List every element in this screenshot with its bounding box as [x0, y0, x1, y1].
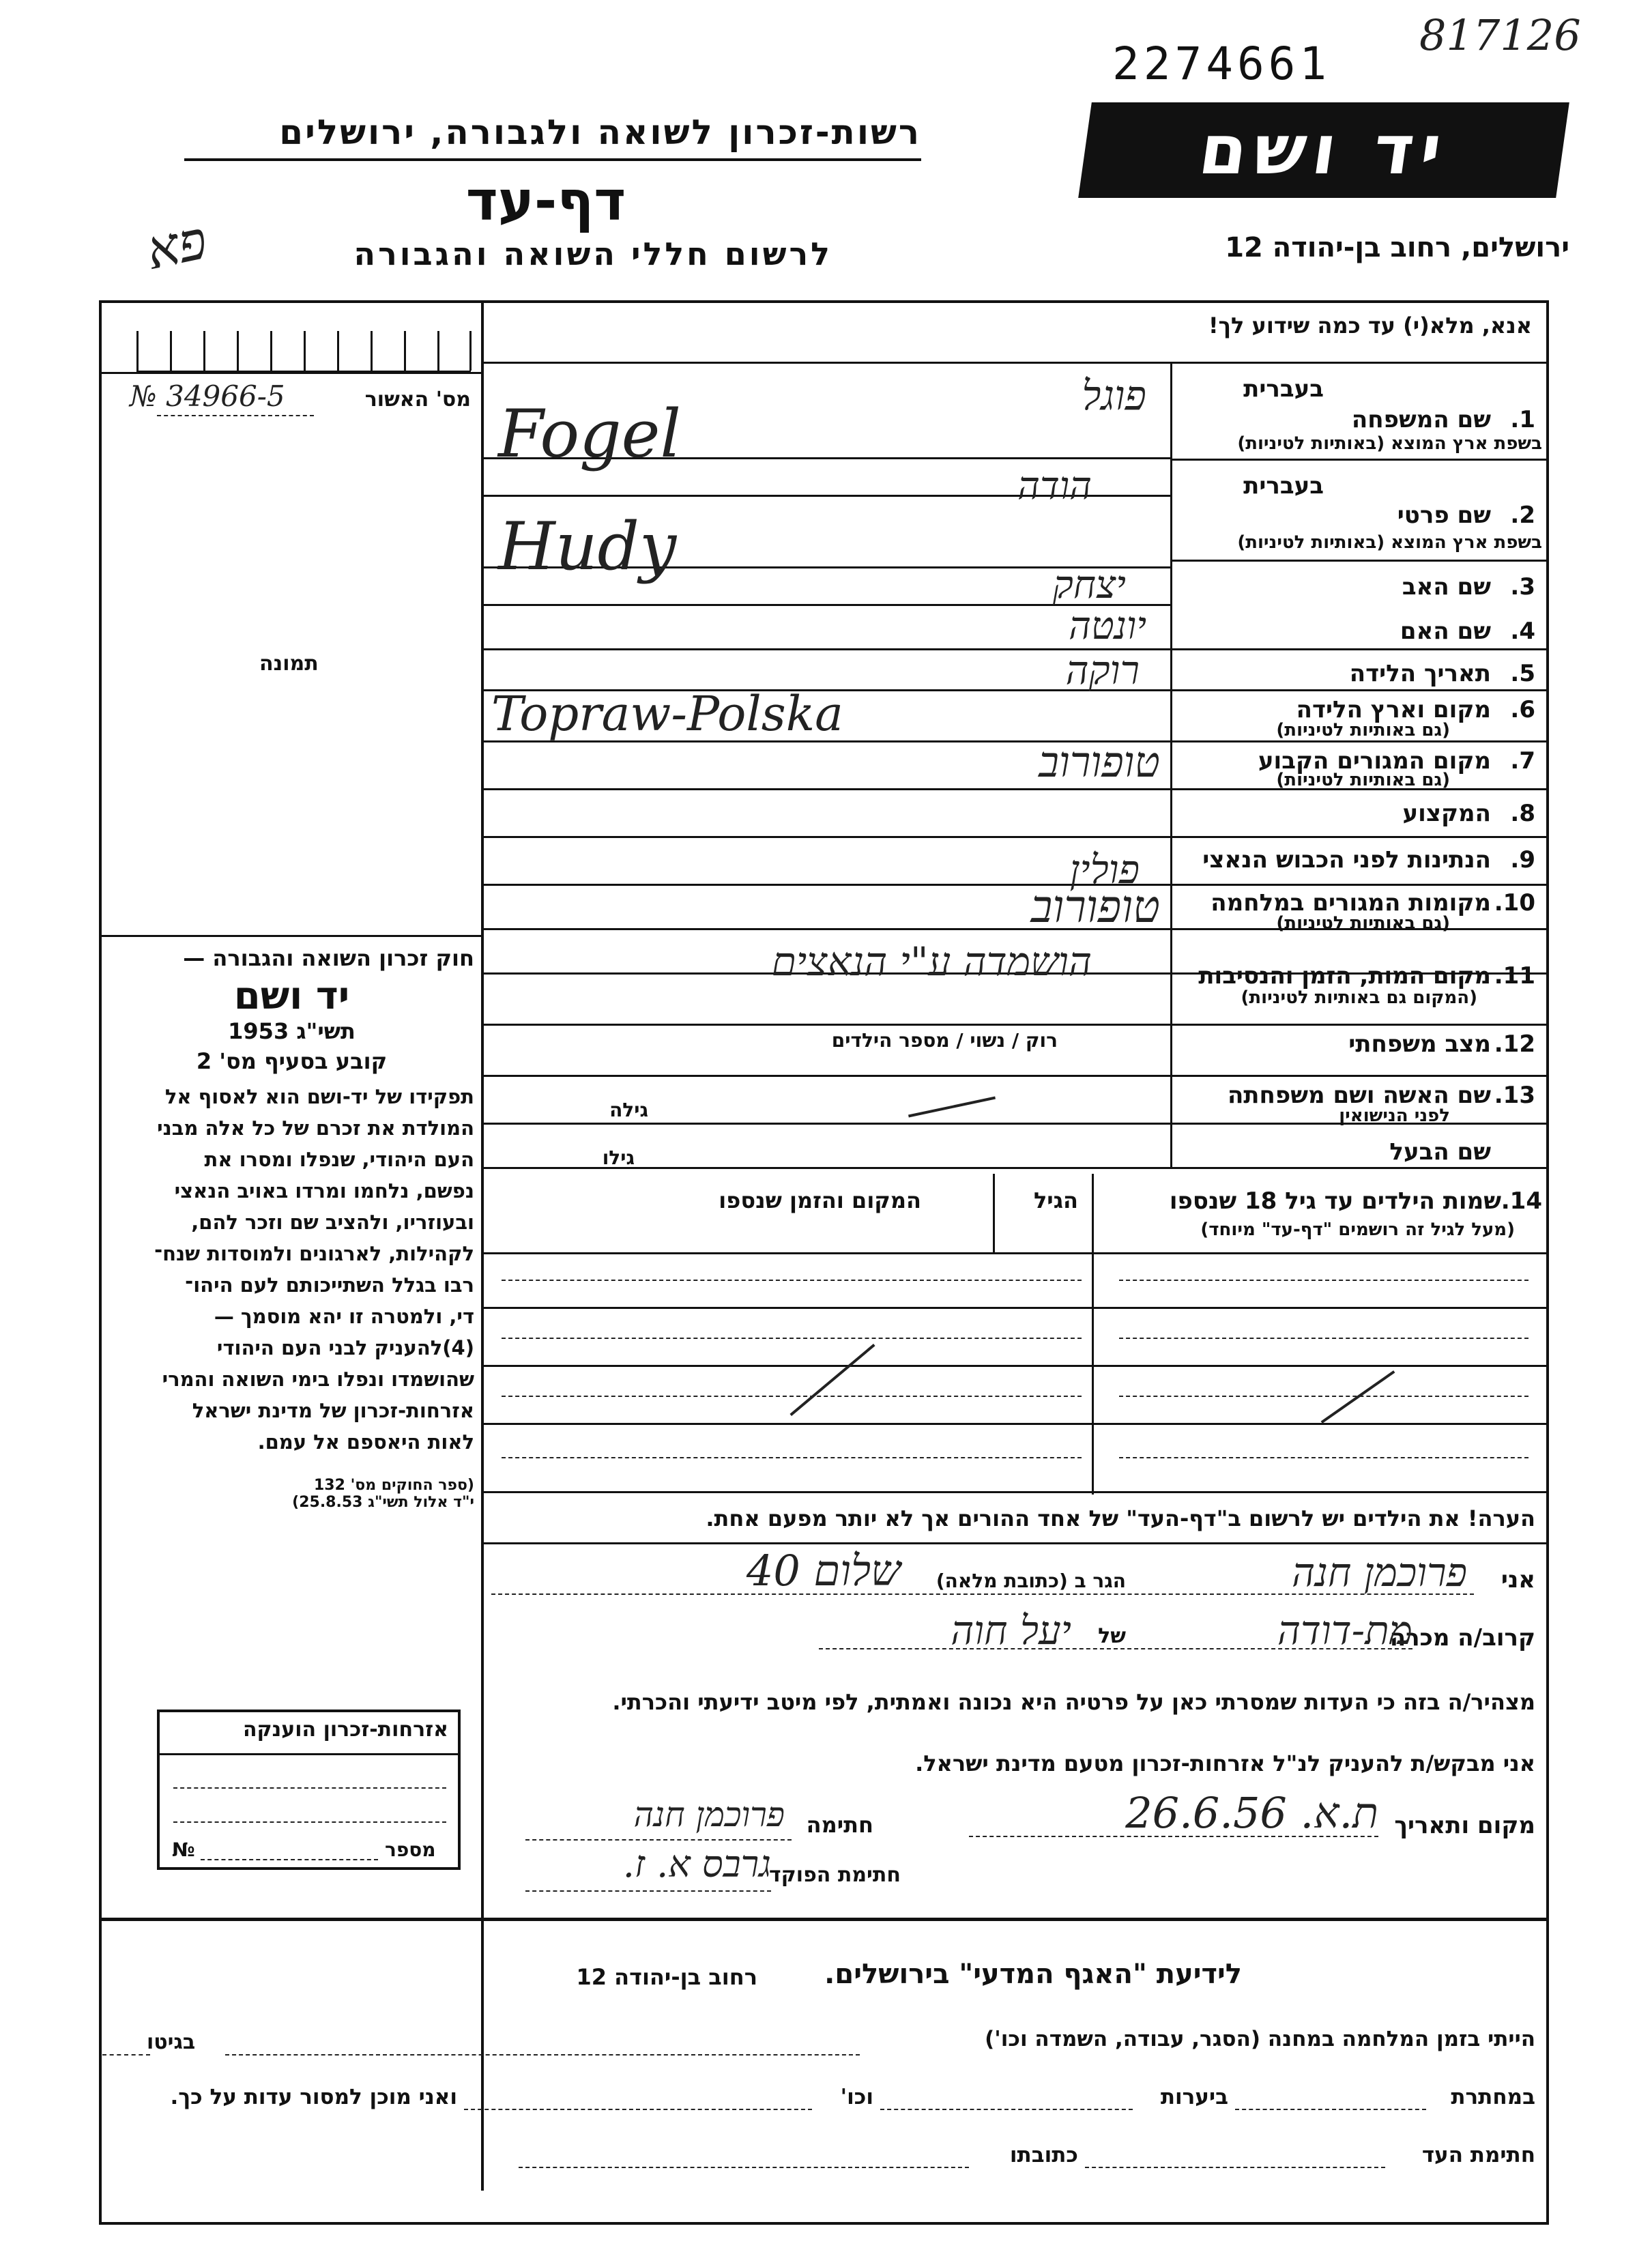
decl-declare-line: מצהיר/ה בזה כי העדות שמסרתי כאן על פרטיה היא נכונה ואמתית, לפי מיטב ידיעתי והכרתי. [612, 1689, 1535, 1715]
field-11-value: הושמדה ע"י הנאצים [771, 938, 1092, 985]
field-9-label: הנתינות לפני הכבוש הנאצי [1202, 846, 1491, 874]
decl-name: פרוכמן חנה [1292, 1549, 1467, 1596]
field-11-sub: (המקום גם באותיות לטיניות) [1241, 987, 1477, 1008]
children-label: שמות הילדים עד גיל 18 שנספו [1169, 1187, 1501, 1215]
law-clause: קובע בסעיף מס' 2 [196, 1048, 388, 1074]
field-7-num: 7. [1510, 747, 1535, 775]
footer-line2-c: וכו' [840, 2085, 873, 2109]
form-subtitle: לרשום חללי השואה והגבורה [353, 235, 832, 272]
law-text-line: אזרחות-זכרון של מדינת ישראל [192, 1399, 474, 1422]
field-1-hebrew: פוגל [1082, 372, 1146, 420]
field-12-label: מצב משפחתי [1348, 1030, 1491, 1058]
field-13-num: 13. [1494, 1082, 1535, 1109]
field-12-num: 12. [1494, 1030, 1535, 1058]
stamp-number-symbol: № [172, 1838, 195, 1861]
logo-text: יד ושם [1194, 110, 1453, 190]
address: ירושלים, רחוב בן-יהודה 12 [1225, 232, 1569, 263]
law-title: חוק זכרון השואה והגבורה — [183, 945, 474, 971]
field-2-lang: בעברית [1243, 472, 1324, 500]
field-3-label: שם האב [1402, 573, 1491, 601]
yad-vashem-logo [1078, 102, 1569, 198]
footer-line1-b: בגיטו [147, 2030, 196, 2054]
decl-officer-signature: גרבס א. ז. [622, 1843, 771, 1886]
decl-of-label: של [1098, 1624, 1126, 1648]
footer-line2-a: במחתרת [1451, 2085, 1535, 2109]
children-col-place: המקום והזמן שנספו [719, 1187, 921, 1213]
field-7-value: טופורוב [1039, 737, 1160, 787]
handwritten-code: 817126 [1419, 10, 1581, 60]
law-text-line: לאות היאספם אל עמם. [257, 1430, 474, 1454]
field-9-value: פולין [1069, 846, 1140, 893]
children-num: 14. [1501, 1187, 1542, 1215]
field-9-num: 9. [1510, 846, 1535, 874]
field-12-value: רוק / נשוי / מספר הילדים [831, 1029, 1058, 1052]
law-text-line: העם היהודי, שנפלו ומסרו את [204, 1148, 474, 1171]
decl-relative-label: קרוב/ה מכרה [1389, 1624, 1535, 1652]
field-6-label: מקום וארץ הלידה [1296, 696, 1491, 723]
field-13-label: שם האשה ושם משפחתה [1227, 1082, 1491, 1109]
decl-signature: פרוכמן חנה [633, 1795, 785, 1834]
note-line: הערה! את הילדים יש לרשום ב"דף-העד" של אחד ההורים אך לא יותר מפעם אחת. [706, 1505, 1535, 1531]
field-3-num: 3. [1510, 573, 1535, 601]
footer-line3-a: חתימת העד [1421, 2143, 1535, 2167]
law-text-line: ובעוזריו, ולהציב שם וזכר להם, [191, 1211, 474, 1234]
law-name: יד ושם [233, 974, 350, 1018]
field-13-sub: לפני הנישואין [1339, 1106, 1450, 1126]
intro-line: אנא, מלא(י) עד כמה שידוע לך! [1208, 313, 1532, 338]
law-text-line: רבו בגלל השתייכותם לעם היהו־ [185, 1273, 474, 1297]
children-col-age: הגיל [1033, 1187, 1078, 1213]
field-4-value: יונטה [1069, 604, 1146, 648]
citizenship-stamp-box [157, 1710, 461, 1870]
form-title: דף-עד [465, 169, 626, 233]
field-7-label: מקום המגורים הקבוע [1258, 747, 1491, 775]
footer-line2-b: ביערות [1160, 2085, 1228, 2109]
field-10-label: מקומות המגורים במלחמה [1211, 889, 1491, 917]
husband-label: שם הבעל [1389, 1138, 1491, 1166]
decl-signature-label: חתימה [806, 1812, 873, 1838]
law-text-line: לקהילות, לארגונים ולמוסדות שנח־ [154, 1242, 474, 1265]
field-2-latin: Hudy [498, 508, 677, 585]
field-10-sub: (גם באותיות לטיניות) [1276, 913, 1450, 934]
decl-relation: מת-דודה [1277, 1607, 1412, 1654]
decl-place-date-label: מקום ותאריך [1394, 1812, 1535, 1839]
field-6-value: Topraw-Polska [491, 686, 843, 742]
decl-officer-label: חתימת הפוקד [769, 1863, 901, 1887]
field-11-num: 11. [1494, 962, 1535, 990]
field-5-num: 5. [1510, 660, 1535, 687]
field-10-num: 10. [1494, 889, 1535, 917]
decl-of-name: יעל חוה [951, 1607, 1071, 1654]
field-5-value: רוקה [1065, 647, 1140, 693]
field-13-value: גילה [609, 1099, 648, 1121]
field-3-value: יצחק [1052, 563, 1126, 607]
field-4-num: 4. [1510, 618, 1535, 645]
field-7-sub: (גם באותיות לטיניות) [1276, 770, 1450, 790]
authority-line: רשות-זכרון לשואה ולגבורה, ירושלים [279, 113, 921, 152]
serial-number: 2274661 [1112, 38, 1331, 90]
approval-number: № 34966-5 [130, 379, 285, 413]
footer-title: לידיעת "האגף המדעי" בירושלים. [824, 1959, 1242, 1990]
decl-ani: אני [1501, 1566, 1535, 1593]
field-2-hebrew: הודה [1017, 464, 1092, 508]
footer-line2-d: ואני מוכן למסור עדות על כך. [170, 2085, 457, 2109]
law-text-line: נפשם, נלחמו ומרדו באויב הנאצי [174, 1179, 474, 1202]
field-10-value: טופורוב [1030, 880, 1160, 933]
decl-resides: הגר ב (כתובת מלאה) [936, 1570, 1126, 1592]
footer-address: רחוב בן-יהודה 12 [576, 1964, 757, 1990]
field-1-latin: Fogel [498, 396, 682, 472]
children-sub: (מעל לגיל זה רושמים "דף-עד" מיוחד) [1200, 1220, 1515, 1240]
field-1-sub: בשפת ארץ המוצא (באותיות לטיניות) [1237, 433, 1542, 454]
decl-request-line: אני מבקש/ת להעניק לנ"ל אזרחות-זכרון מטעם מדינת ישראל. [915, 1750, 1535, 1776]
footer-line1-a: הייתי בזמן המלחמה במחנה (הסגר, עבודה, השמדה וכו') [985, 2027, 1535, 2051]
handwritten-mark: פא [141, 209, 213, 283]
stamp-title: אזרחות-זכרון הוענקה [242, 1718, 448, 1742]
field-6-sub: (גם באותיות לטיניות) [1276, 720, 1450, 740]
field-2-num: 2. [1510, 502, 1535, 529]
field-5-label: תאריך הלידה [1349, 660, 1491, 687]
photo-label: תמונה [259, 652, 319, 676]
law-year: תשי"ג 1953 [228, 1018, 356, 1044]
law-text-line: שהושמדו ונפלו בימי השואה והמרי [162, 1368, 474, 1391]
field-6-num: 6. [1510, 696, 1535, 723]
law-text-line: המולדת את זכרם של כל אלה מבני [157, 1116, 474, 1140]
field-1-lang: בעברית [1243, 375, 1324, 403]
decl-place-date: ת.א. 26.6.56 [1125, 1788, 1378, 1838]
law-text [109, 1081, 474, 1458]
law-block [109, 945, 474, 1511]
law-source: (ספר החוקים מס' 132 [313, 1477, 474, 1494]
footer-line3-b: כתובתו [1009, 2143, 1078, 2167]
field-2-sub: בשפת ארץ המוצא (באותיות לטיניות) [1237, 532, 1542, 553]
field-2-label: שם פרטי [1397, 502, 1491, 529]
field-1-num: 1. [1510, 406, 1535, 433]
field-8-label: המקצוע [1402, 800, 1491, 827]
approval-label: מס' האשור [364, 388, 471, 412]
husband-value: גילו [602, 1146, 635, 1169]
law-text-line: (4)להעניק לבני העם היהודי [216, 1336, 474, 1359]
law-text-line: תפקידו של יד-ושם הוא לאסוף אל [164, 1085, 474, 1108]
stamp-number-label: מספר [385, 1838, 436, 1861]
field-11-label: מקום המות, הזמן והנסיבות [1198, 962, 1491, 990]
field-1-label: שם המשפחה [1351, 406, 1491, 433]
tick-boxes [136, 331, 471, 372]
decl-address: שלום 40 [746, 1546, 901, 1596]
law-date: י"ד אלול תשי"ג 25.8.53) [292, 1494, 474, 1511]
field-4-label: שם האם [1400, 618, 1491, 645]
field-8-num: 8. [1510, 800, 1535, 827]
law-text-line: די, ולמטרה זו יהא מוסמך — [214, 1305, 474, 1328]
